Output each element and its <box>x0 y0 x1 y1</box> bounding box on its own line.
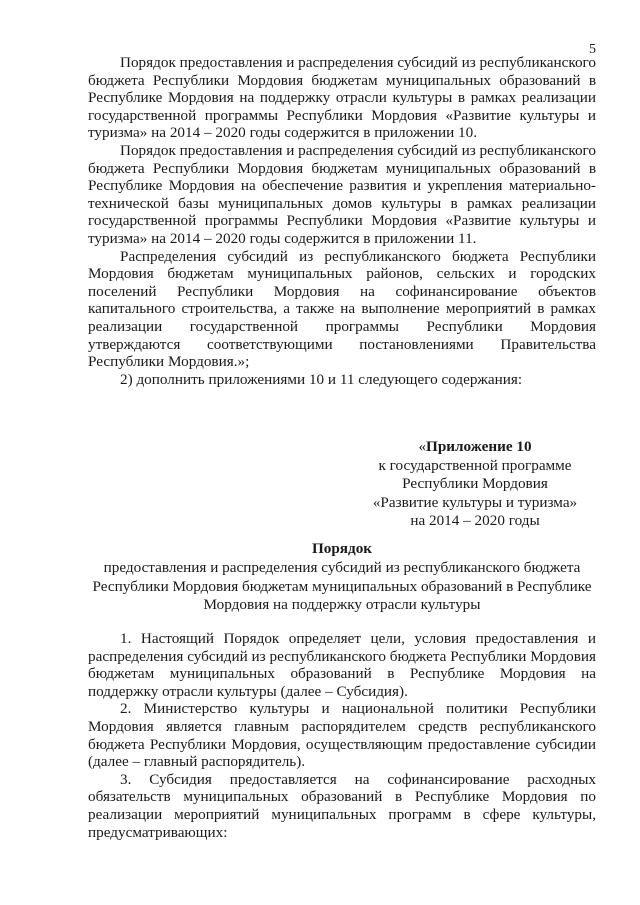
appendix-line: «Развитие культуры и туризма» <box>372 493 578 511</box>
intro-section <box>88 54 596 388</box>
paragraph-add-appendices: 2) дополнить приложениями 10 и 11 следующего содержания: <box>120 370 523 388</box>
appendix-line: Республики Мордовия <box>402 475 548 493</box>
heading-title: Порядок <box>311 540 373 557</box>
document-heading <box>88 540 596 615</box>
paragraph-appendix-11-reference: Порядок предоставления и распределения субсидий из республиканского бюджета Республики Мордовия бюджетам муниципальных образований в Республике Мордовия на обеспечение развития и укрепления материально-технической базы муниципальных домов культуры в рамках реализации государственной программы Республики Мордовия «Развитие культуры и туризма» на 2014 – 2020 годы содержится в приложении 11. <box>88 141 596 247</box>
appendix-quote-mark: « <box>418 438 427 455</box>
appendix-line: к государственной программе <box>378 456 572 474</box>
rule-item-1: 1. Настоящий Порядок определяет цели, условия предоставления и распределения субсидий из республиканского бюджета Республики Мордовия бюджетам муниципальных образований в Республике Мордовия на поддержку отрасли культуры (далее – Субсидия). <box>88 630 596 700</box>
page-number: 5 <box>589 42 596 57</box>
heading-subtitle: предоставления и распределения субсидий из республиканского бюджета Республики Мордовия бюджетам муниципальных образований в Республике Мордовия на поддержку отрасли культуры <box>92 558 592 614</box>
appendix-header <box>350 438 600 531</box>
appendix-line: на 2014 – 2020 годы <box>410 512 540 530</box>
appendix-title-line <box>350 438 600 457</box>
rule-item-3: 3. Субсидия предоставляется на софинансирование расходных обязательств муниципальных образований в Республике Мордовия по реализации мероприятий муниципальных программ в сфере культуры, предусматривающих: <box>88 770 596 841</box>
rule-item-2: 2. Министерство культуры и национальной политики Республики Мордовия является главным распорядителем средств республиканского бюджета Республики Мордовия, осуществляющим предоставление субсидии (далее – главный распорядитель). <box>88 700 596 771</box>
appendix-title: Приложение 10 <box>426 438 532 455</box>
paragraph-appendix-10-reference: Порядок предоставления и распределения субсидий из республиканского бюджета Республики Мордовия бюджетам муниципальных образований в Республике Мордовия на поддержку отрасли культуры в рамках реализации государственной программы Республики Мордовия «Развитие культуры и туризма» на 2014 – 2020 годы содержится в приложении 10. <box>88 54 596 142</box>
rules-section <box>88 630 596 841</box>
paragraph-subsidy-distribution: Распределения субсидий из республиканского бюджета Республики Мордовия бюджетам муниципальных районов, сельских и городских поселений Республики Мордовия на софинансирование объектов капитального строительства, а также на выполнение мероприятий в рамках реализации государственной программы Республики Мордовия утверждаются соответствующими постановлениями Правительства Республики Мордовия.»; <box>88 247 596 371</box>
